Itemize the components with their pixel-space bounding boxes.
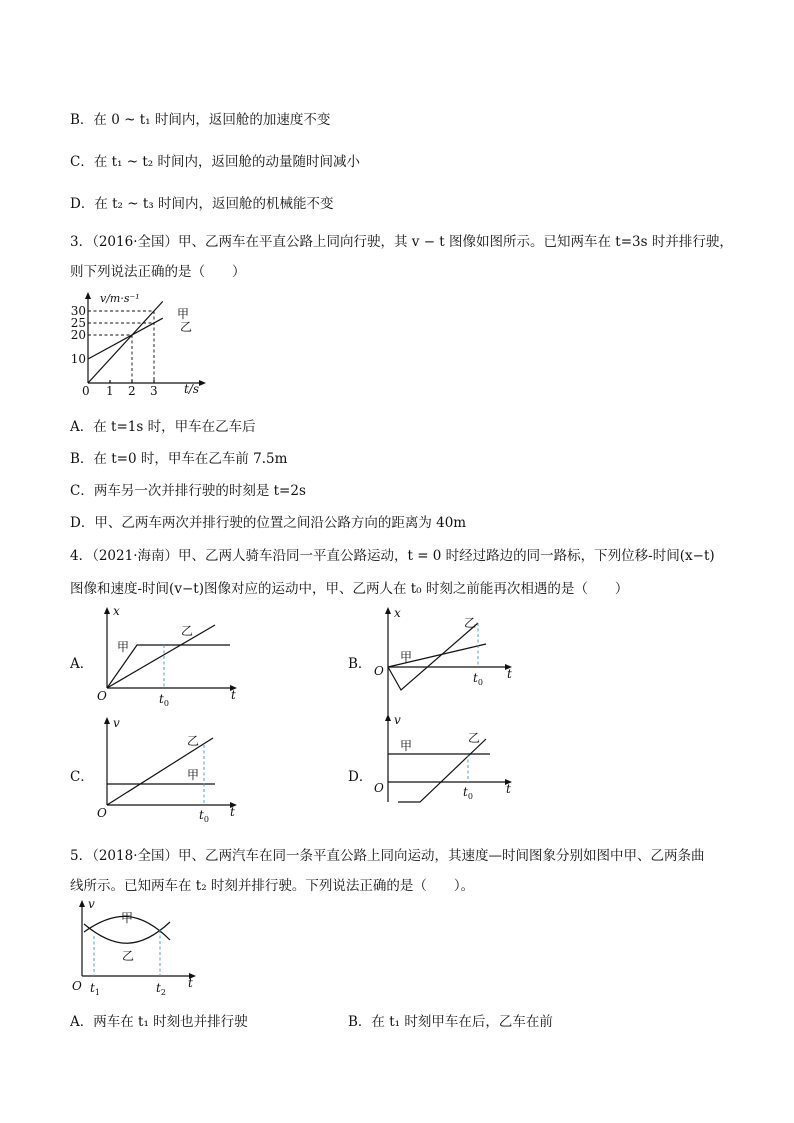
svg-text:t: t xyxy=(230,805,235,819)
q3-y-tick-label: 30 xyxy=(70,304,86,318)
q3-option-b: B．在 t=0 时，甲车在乙车前 7.5m xyxy=(70,451,288,467)
q3-vt-graph xyxy=(70,290,220,402)
svg-text:甲: 甲 xyxy=(117,640,130,654)
svg-text:甲: 甲 xyxy=(187,768,200,782)
svg-text:乙: 乙 xyxy=(187,734,200,748)
svg-text:乙: 乙 xyxy=(181,624,194,638)
q5-option-a: A．两车在 t₁ 时刻也并排行驶 xyxy=(70,1014,248,1030)
q2-option-d: D．在 t₂ ~ t₃ 时间内，返回舱的机械能不变 xyxy=(70,196,334,212)
q3-x-tick-label: 1 xyxy=(106,384,114,398)
q4-label-a: A． xyxy=(70,656,94,672)
svg-text:t1: $t_1$ xyxy=(90,981,100,997)
q3-series-line-jia xyxy=(88,301,163,383)
q3-origin-label: 0 xyxy=(82,384,90,398)
svg-text:t2: $t_2$ xyxy=(156,981,166,997)
svg-text:O: O xyxy=(97,689,107,703)
svg-text:乙: 乙 xyxy=(468,731,481,745)
q4-stem-line1: 4．（2021·海南）甲、乙两人骑车沿同一平直公路运动，t = 0 时经过路边的同一路标，下列位移-时间(x−t) xyxy=(70,548,715,564)
q4-stem-line2: 图像和速度-时间(v−t)图像对应的运动中，甲、乙两人在 t₀ 时刻之前能再次相遇的是（ ） xyxy=(70,581,629,597)
q3-xlabel: t/s xyxy=(184,382,200,396)
svg-text:t0: $t_0$ xyxy=(473,671,483,687)
svg-text:t: t xyxy=(507,667,512,681)
q4-graph-b xyxy=(368,605,518,720)
q3-option-d: D．甲、乙两车两次并排行驶的位置之间沿公路方向的距离为 40m xyxy=(70,515,467,531)
svg-text:t: t xyxy=(506,782,511,796)
q3-option-c: C．两车另一次并排行驶的时刻是 t=2s xyxy=(70,483,306,499)
svg-text:O: O xyxy=(97,806,107,820)
q5-vt-graph xyxy=(70,898,210,998)
q3-x-arrow xyxy=(199,380,206,386)
q2-option-b: B．在 0 ~ t₁ 时间内，返回舱的加速度不变 xyxy=(70,112,331,128)
svg-text:t0: $t_0$ xyxy=(199,808,209,824)
svg-text:乙: 乙 xyxy=(464,616,477,630)
q4-graph-a xyxy=(95,605,245,710)
svg-text:甲: 甲 xyxy=(121,911,134,925)
q3-series-line-yi xyxy=(88,318,163,359)
q5-stem-line2: 线所示。已知两车在 t₂ 时刻并排行驶。下列说法正确的是（ ）。 xyxy=(70,878,475,894)
q3-option-a: A．在 t=1s 时，甲车在乙车后 xyxy=(70,419,256,435)
q3-stem-line1: 3．（2016·全国）甲、乙两车在平直公路上同向行驶，其 v − t 图像如图所示。已知两车在 t=3s 时并排行驶， xyxy=(70,234,733,250)
q3-y-tick-label: 20 xyxy=(70,328,86,342)
q4-graph-c xyxy=(95,715,245,825)
svg-text:乙: 乙 xyxy=(122,949,135,963)
svg-text:x: x xyxy=(394,606,401,620)
svg-text:v: v xyxy=(88,897,95,911)
svg-text:O: O xyxy=(374,781,384,795)
q3-y-tick-label: 10 xyxy=(70,352,86,366)
q3-series-label-yi: 乙 xyxy=(180,320,193,334)
svg-text:t0: $t_0$ xyxy=(159,692,169,708)
q4-label-d: D． xyxy=(348,769,373,785)
q4-graph-d xyxy=(368,712,518,824)
q3-x-tick-label: 2 xyxy=(128,384,136,398)
q2-option-c: C．在 t₁ ~ t₂ 时间内，返回舱的动量随时间减小 xyxy=(70,154,360,170)
svg-text:O: O xyxy=(374,664,384,678)
q4a-line-yi xyxy=(107,625,215,688)
svg-text:v: v xyxy=(113,716,120,730)
q3-series-label-jia: 甲 xyxy=(177,307,190,321)
q3-y-tick-label: 25 xyxy=(70,316,86,330)
svg-text:甲: 甲 xyxy=(400,650,413,664)
svg-text:甲: 甲 xyxy=(400,739,413,753)
svg-text:v: v xyxy=(394,713,401,727)
svg-text:x: x xyxy=(113,604,120,618)
q3-ylabel: v/m·s⁻¹ xyxy=(100,292,140,305)
svg-text:t: t xyxy=(188,976,193,990)
q3-stem-line2: 则下列说法正确的是（ ） xyxy=(70,264,246,280)
svg-text:O: O xyxy=(72,979,82,993)
q4-label-c: C． xyxy=(70,769,94,785)
q3-x-tick-label: 3 xyxy=(150,384,158,398)
q5-stem-line1: 5．（2018·全国）甲、乙两汽车在同一条平直公路上同向运动，其速度—时间图象分别如图中甲、乙两条曲 xyxy=(70,848,705,864)
q5-curve-yi xyxy=(84,922,170,943)
q4-label-b: B． xyxy=(348,656,372,672)
q5-option-b: B．在 t₁ 时刻甲车在后，乙车在前 xyxy=(348,1014,553,1030)
svg-text:t: t xyxy=(231,688,236,702)
q3-y-arrow xyxy=(85,292,91,299)
svg-text:t0: $t_0$ xyxy=(463,785,473,801)
